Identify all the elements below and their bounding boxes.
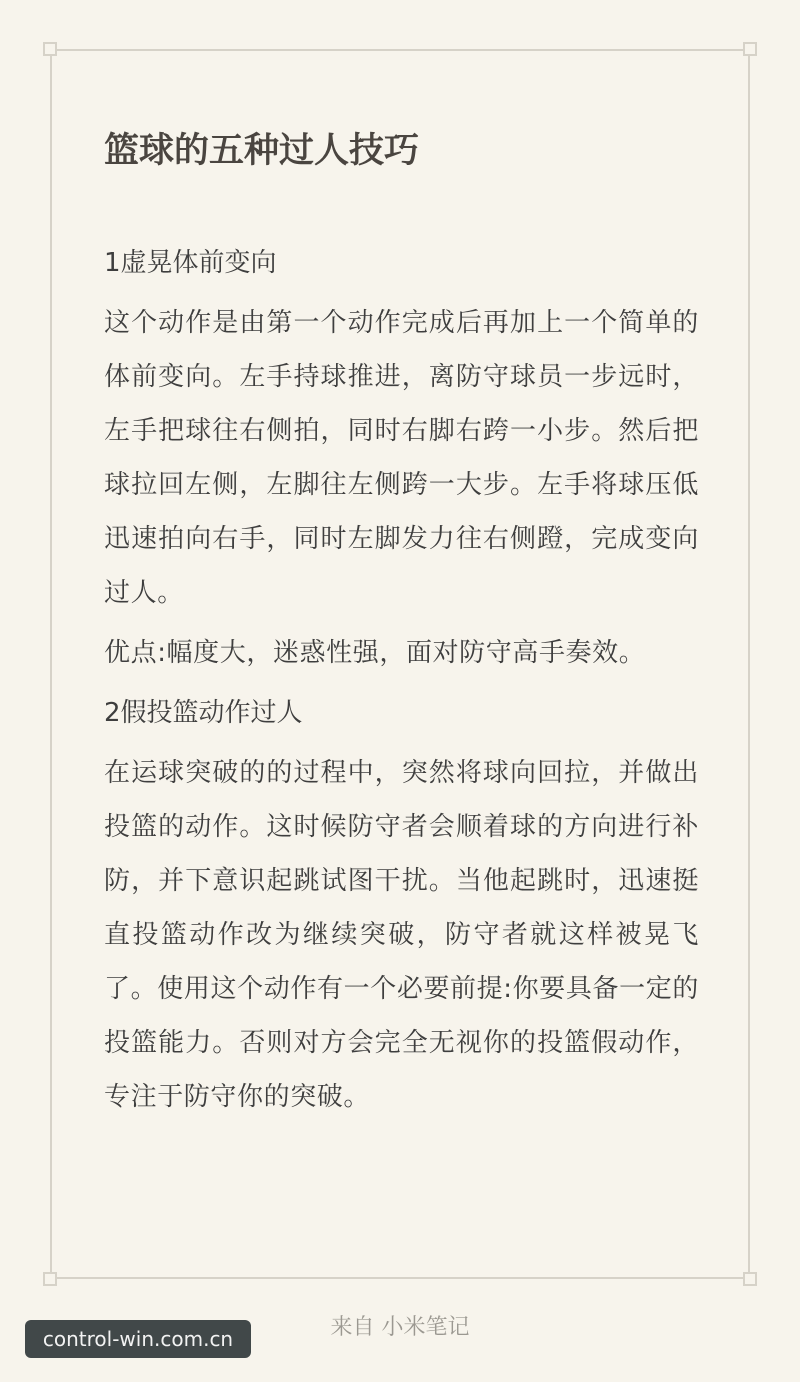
section-note: 优点:幅度大，迷惑性强，面对防守高手奏效。	[104, 638, 646, 668]
frame-corner-ornament	[43, 1272, 57, 1286]
section-heading: 2假投篮动作过人	[104, 698, 303, 728]
section-heading: 1虚晃体前变向	[104, 248, 277, 278]
section-body: 在运球突破的的过程中，突然将球向回拉，并做出投篮的动作。这时候防守者会顺着球的方向进行补防，并下意识起跳试图干扰。当他起跳时，迅速挺直投篮动作改为继续突破，防守者就这样被晃飞了。使用这个动作有一个必要前提:你要具备一定的投篮能力。否则对方会完全无视你的投篮假动作，专注于防守你的突破。	[104, 758, 699, 1112]
note-content	[104, 130, 699, 1130]
frame-corner-ornament	[743, 1272, 757, 1286]
section-2	[104, 686, 699, 1124]
site-watermark: control-win.com.cn	[25, 1320, 251, 1358]
source-label: 来自 小米笔记	[330, 1315, 470, 1340]
frame-corner-ornament	[743, 42, 757, 56]
page-title: 篮球的五种过人技巧	[104, 131, 420, 171]
section-body: 这个动作是由第一个动作完成后再加上一个简单的体前变向。左手持球推进，离防守球员一步远时，左手把球往右侧拍，同时右脚右跨一小步。然后把球拉回左侧，左脚往左侧跨一大步。左手将球压低迅速拍向右手，同时左脚发力往右侧蹬，完成变向过人。	[104, 308, 699, 608]
section-1	[104, 236, 699, 680]
frame-corner-ornament	[43, 42, 57, 56]
